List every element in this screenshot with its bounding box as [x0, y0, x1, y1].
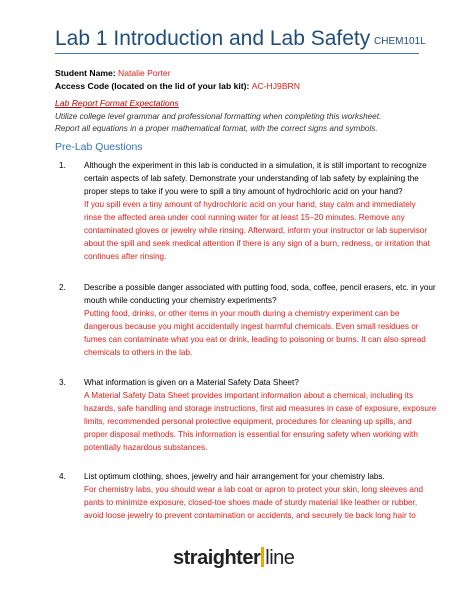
- question-text: Although the experiment in this lab is conducted in a simulation, it is still important to recognize: [84, 161, 427, 170]
- question-number: 3.: [59, 378, 66, 387]
- logo-text-bold: straighter: [173, 547, 261, 569]
- answer-text: continues after rinsing.: [84, 252, 167, 261]
- student-name-line: [55, 68, 171, 78]
- answer-text: For chemistry labs, you should wear a lab coat or apron to protect your skin, long sleeves and: [84, 485, 424, 494]
- question-text: certain aspects of lab safety. Demonstrate your understanding of lab safety by explaining the: [84, 174, 419, 183]
- answer-text: rinse the affected area under cool running water for at least 15–20 minutes. Remove any: [84, 213, 405, 222]
- answer-text: fumes can contaminate what you eat or drink, leading to poisoning or burns. It can also spread: [84, 335, 426, 344]
- answer-text: avoid loose jewelry to prevent contamination or accidents, and securely tie back long hair to: [84, 511, 416, 520]
- logo-text-light: line: [265, 547, 295, 569]
- answer-text: Putting food, drinks, or other items in your mouth during a chemistry experiment can be: [84, 309, 400, 318]
- answer-text: If you spill even a tiny amount of hydrochloric acid on your hand, stay calm and immediately: [84, 200, 416, 209]
- access-code-value: AC-HJ9BRN: [251, 81, 300, 91]
- question-text: List optimum clothing, shoes, jewelry and hair arrangement for your chemistry labs.: [84, 472, 385, 481]
- question-text: What information is given on a Material Safety Data Sheet?: [84, 378, 299, 387]
- answer-text: chemicals to others in the lab.: [84, 348, 193, 357]
- format-heading: Lab Report Format Expectations: [55, 98, 179, 108]
- page-title: Lab 1 Introduction and Lab Safety: [55, 27, 371, 50]
- answer-text: dangerous because you might accidentally ingest harmful chemicals. Even small residues or: [84, 322, 419, 331]
- title-rule: [55, 53, 419, 54]
- question-text: mouth while conducting your chemistry experiments?: [84, 296, 277, 305]
- answer-text: A Material Safety Data Sheet provides important information about a chemical, including its: [84, 391, 414, 400]
- access-code-label: Access Code (located on the lid of your lab kit):: [55, 81, 250, 91]
- format-line: Utilize college level grammar and professional formatting when completing this worksheet.: [55, 112, 382, 121]
- question-text: proper steps to take if you were to spill a tiny amount of hydrochloric acid on your hand?: [84, 187, 403, 196]
- question-text: Describe a possible danger associated with putting food, soda, coffee, pencil erasers, etc. in your: [84, 283, 436, 292]
- question-number: 2.: [59, 283, 66, 292]
- access-code-line: [55, 81, 300, 91]
- answer-text: contaminated gloves or jewelry while rinsing. Afterward, inform your instructor or lab supervisor: [84, 226, 428, 235]
- question-number: 1.: [59, 161, 66, 170]
- logo-mark: [261, 547, 264, 567]
- student-name-value: Natalie Porter: [118, 68, 171, 78]
- course-code: CHEM101L: [374, 36, 426, 47]
- answer-text: hazards, safe handling and storage instructions, first aid measures in case of exposure, exposure: [84, 404, 437, 413]
- answer-text: potentially hazardous substances.: [84, 443, 208, 452]
- format-line: Report all equations in a proper mathematical format, with the correct signs and symbols.: [55, 124, 378, 133]
- straighterline-logo: [173, 547, 294, 570]
- answer-text: proper disposal methods. This information is essential for ensuring safety when working with: [84, 430, 418, 439]
- answer-text: pants to minimize exposure, closed-toe shoes made of sturdy material like leather or rubber,: [84, 498, 418, 507]
- question-number: 4.: [59, 472, 66, 481]
- answer-text: limits, recommended personal protective equipment, procedures for cleaning up spills, and: [84, 417, 412, 426]
- prelab-heading: Pre-Lab Questions: [55, 141, 143, 153]
- answer-text: about the spill and seek medical attention if there is any sign of a burn, redness, or irritation that: [84, 239, 430, 248]
- student-name-label: Student Name:: [55, 68, 116, 78]
